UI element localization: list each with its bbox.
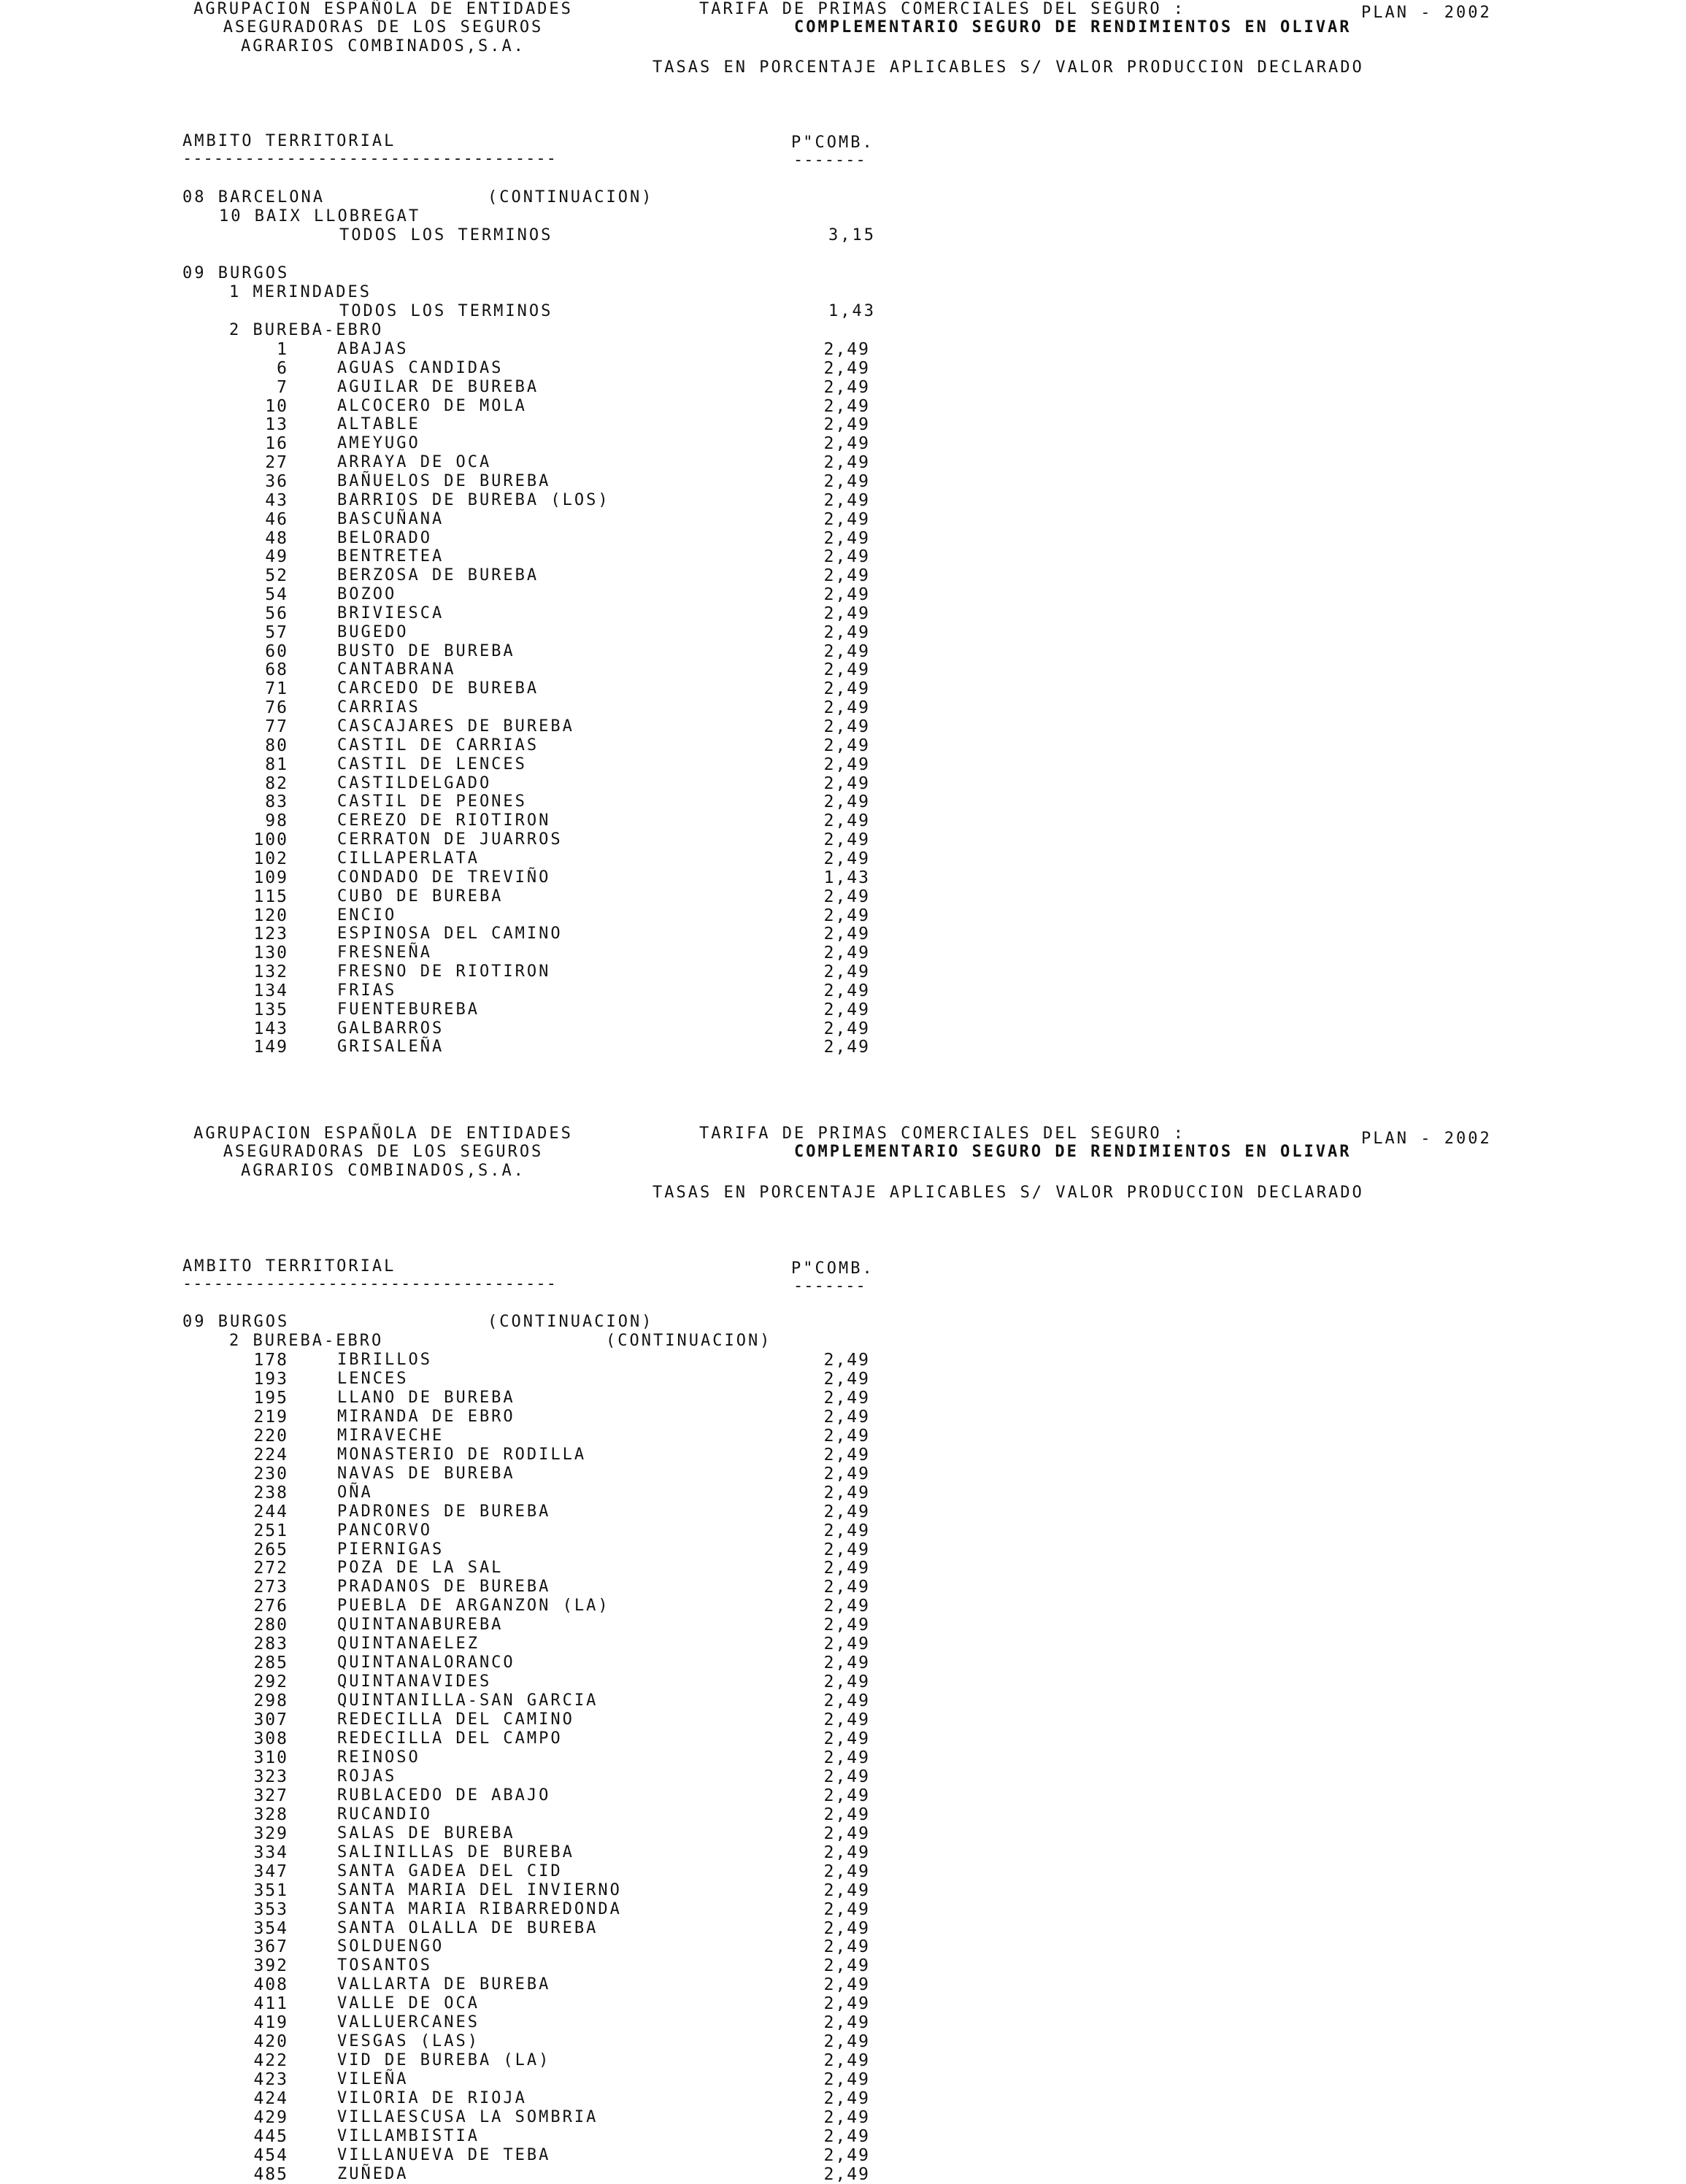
plan-label: PLAN - 2002 <box>1361 4 1492 22</box>
municipality-code: 81 <box>265 755 288 774</box>
municipality-name: ROJAS <box>337 1767 397 1786</box>
municipality-name: CASTIL DE CARRIAS <box>337 736 539 755</box>
continuation-label: (CONTINUACION) <box>488 1313 654 1331</box>
rate-value: 2,49 <box>823 2108 870 2127</box>
org-name-line-1: AGRUPACION ESPAÑOLA DE ENTIDADES <box>193 1124 573 1143</box>
municipality-name: QUINTANABUREBA <box>337 1616 504 1635</box>
municipality-name: SANTA MARIA RIBARREDONDA <box>337 1899 622 1918</box>
province-label: 09 BURGOS <box>182 264 290 282</box>
municipality-code: 334 <box>253 1842 288 1862</box>
municipality-name: MIRANDA DE EBRO <box>337 1407 515 1426</box>
municipality-name: CASCAJARES DE BUREBA <box>337 717 574 736</box>
municipality-name: OÑA <box>337 1483 373 1502</box>
org-name-line-1: AGRUPACION ESPAÑOLA DE ENTIDADES <box>193 0 573 18</box>
municipality-name: CASTIL DE LENCES <box>337 755 527 773</box>
rate-value: 2,49 <box>823 415 870 435</box>
municipality-code: 149 <box>253 1038 288 1057</box>
municipality-code: 82 <box>265 773 288 793</box>
municipality-code: 347 <box>253 1861 288 1881</box>
rate-value: 2,49 <box>823 2164 870 2184</box>
municipality-code: 132 <box>253 962 288 982</box>
rate-value: 2,49 <box>823 660 870 680</box>
municipality-name: MIRAVECHE <box>337 1426 444 1445</box>
rate-value: 2,49 <box>823 1861 870 1881</box>
municipality-name: FRESNEÑA <box>337 944 432 962</box>
rate-value: 2,49 <box>823 679 870 699</box>
rate-value: 2,49 <box>823 849 870 868</box>
rate-value: 2,49 <box>823 1672 870 1692</box>
municipality-code: 100 <box>253 830 288 850</box>
rate-value: 2,49 <box>823 1616 870 1635</box>
municipality-code: 76 <box>265 698 288 718</box>
rate-value: 2,49 <box>823 1540 870 1559</box>
rate-value: 2,49 <box>823 925 870 944</box>
municipality-name: NAVAS DE BUREBA <box>337 1464 515 1483</box>
rate-value: 2,49 <box>823 1388 870 1408</box>
municipality-name: VALLUERCANES <box>337 2013 480 2032</box>
municipality-code: 1 <box>277 340 288 359</box>
municipality-code: 178 <box>253 1351 288 1370</box>
municipality-code: 219 <box>253 1407 288 1427</box>
municipality-code: 328 <box>253 1805 288 1824</box>
municipality-name: VESGAS (LAS) <box>337 2032 480 2051</box>
municipality-name: SANTA GADEA DEL CID <box>337 1861 563 1880</box>
comarca-label: 1 MERINDADES <box>229 283 372 301</box>
municipality-name: REDECILLA DEL CAMPO <box>337 1729 563 1748</box>
rate-value: 2,49 <box>823 1426 870 1446</box>
municipality-name: VILORIA DE RIOJA <box>337 2089 527 2108</box>
province-label: 09 BURGOS <box>182 1313 290 1331</box>
comarca-label: 2 BUREBA-EBRO <box>229 1332 384 1350</box>
rate-value: 2,49 <box>823 490 870 510</box>
municipality-code: 68 <box>265 660 288 680</box>
municipality-code: 115 <box>253 887 288 906</box>
rate-underline: ------- <box>793 153 866 169</box>
municipality-code: 445 <box>253 2126 288 2146</box>
rate-value: 2,49 <box>823 2145 870 2165</box>
municipality-name: BASCUÑANA <box>337 509 444 528</box>
municipality-name: ENCIO <box>337 906 397 925</box>
municipality-name: CONDADO DE TREVIÑO <box>337 868 551 887</box>
municipality-name: VILLAMBISTIA <box>337 2126 480 2145</box>
ambito-territorial-header: AMBITO TERRITORIAL <box>182 1257 396 1276</box>
municipality-code: 244 <box>253 1502 288 1521</box>
municipality-code: 123 <box>253 925 288 944</box>
rate-value: 2,49 <box>823 717 870 736</box>
municipality-name: GALBARROS <box>337 1019 444 1038</box>
rates-note: TASAS EN PORCENTAJE APLICABLES S/ VALOR PRODUCCION DECLARADO <box>653 1184 1364 1202</box>
municipality-code: 60 <box>265 641 288 661</box>
rate-value: 2,49 <box>823 755 870 774</box>
rate-value: 2,49 <box>823 773 870 793</box>
rate-value: 2,49 <box>823 453 870 473</box>
municipality-code: 83 <box>265 792 288 812</box>
municipality-name: LLANO DE BUREBA <box>337 1388 515 1407</box>
municipality-name: MONASTERIO DE RODILLA <box>337 1445 587 1464</box>
municipality-name: QUINTANILLA-SAN GARCIA <box>337 1691 598 1710</box>
municipality-code: 135 <box>253 1000 288 1019</box>
municipality-name: ZUÑEDA <box>337 2164 409 2183</box>
municipality-code: 13 <box>265 415 288 435</box>
municipality-name: SANTA MARIA DEL INVIERNO <box>337 1880 622 1899</box>
municipality-code: 52 <box>265 566 288 586</box>
municipality-name: REDECILLA DEL CAMINO <box>337 1710 574 1729</box>
municipality-code: 36 <box>265 471 288 491</box>
municipality-code: 276 <box>253 1597 288 1616</box>
municipality-code: 130 <box>253 944 288 963</box>
rate-value: 2,49 <box>823 358 870 378</box>
municipality-code: 423 <box>253 2070 288 2090</box>
rate-value: 2,49 <box>823 1767 870 1786</box>
municipality-code: 307 <box>253 1710 288 1730</box>
municipality-code: 195 <box>253 1388 288 1408</box>
municipality-code: 354 <box>253 1918 288 1938</box>
municipality-code: 310 <box>253 1748 288 1767</box>
rate-value: 2,49 <box>823 1407 870 1427</box>
comarca-label: 10 BAIX LLOBREGAT <box>219 207 421 225</box>
rate-value: 2,49 <box>823 2051 870 2071</box>
municipality-code: 298 <box>253 1691 288 1711</box>
rate-underline: ------- <box>793 1278 866 1294</box>
municipality-name: BAÑUELOS DE BUREBA <box>337 471 551 490</box>
municipality-name: VID DE BUREBA (LA) <box>337 2051 551 2070</box>
rate-value: 2,49 <box>823 1880 870 1900</box>
rate-value: 2,49 <box>823 340 870 359</box>
rate-value: 2,49 <box>823 887 870 906</box>
municipality-name: RUBLACEDO DE ABAJO <box>337 1786 551 1805</box>
municipality-name: CERRATON DE JUARROS <box>337 830 563 849</box>
rates-note: TASAS EN PORCENTAJE APLICABLES S/ VALOR PRODUCCION DECLARADO <box>653 58 1364 77</box>
municipality-name: FRESNO DE RIOTIRON <box>337 962 551 981</box>
rate-value: 2,49 <box>823 2126 870 2146</box>
rate-value: 2,49 <box>823 377 870 397</box>
municipality-code: 109 <box>253 868 288 887</box>
rate-value: 2,49 <box>823 1786 870 1805</box>
municipality-code: 6 <box>277 358 288 378</box>
rate-value: 2,49 <box>823 1635 870 1654</box>
rate-value: 2,49 <box>823 1805 870 1824</box>
municipality-code: 351 <box>253 1880 288 1900</box>
rate-value: 2,49 <box>823 1824 870 1843</box>
municipality-code: 283 <box>253 1635 288 1654</box>
municipality-name: QUINTANALORANCO <box>337 1654 515 1672</box>
rate-value: 2,49 <box>823 641 870 661</box>
org-name-line-2: ASEGURADORAS DE LOS SEGUROS <box>223 18 544 36</box>
municipality-name: ESPINOSA DEL CAMINO <box>337 925 563 944</box>
continuation-label: (CONTINUACION) <box>488 188 654 207</box>
rate-value: 2,49 <box>823 1369 870 1389</box>
municipality-code: 308 <box>253 1729 288 1748</box>
rate-value: 2,49 <box>823 1956 870 1976</box>
rate-value: 2,49 <box>823 622 870 642</box>
municipality-code: 102 <box>253 849 288 868</box>
rate-value: 2,49 <box>823 792 870 812</box>
insurance-name: COMPLEMENTARIO SEGURO DE RENDIMIENTOS EN OLIVAR <box>794 18 1352 36</box>
org-name-line-2: ASEGURADORAS DE LOS SEGUROS <box>223 1143 544 1161</box>
municipality-code: 392 <box>253 1956 288 1976</box>
municipality-code: 57 <box>265 622 288 642</box>
municipality-code: 485 <box>253 2164 288 2184</box>
municipality-code: 54 <box>265 585 288 605</box>
municipality-name: CANTABRANA <box>337 660 456 679</box>
municipality-name: ARRAYA DE OCA <box>337 453 492 472</box>
municipality-name: PANCORVO <box>337 1521 432 1540</box>
municipality-code: 56 <box>265 603 288 623</box>
municipality-name: PRADANOS DE BUREBA <box>337 1578 551 1597</box>
municipality-code: 71 <box>265 679 288 699</box>
municipality-name: SOLDUENGO <box>337 1937 444 1956</box>
rate-value: 2,49 <box>823 1578 870 1597</box>
rate-value: 2,49 <box>823 1975 870 1995</box>
municipality-name: ALTABLE <box>337 415 420 434</box>
ambito-underline: ------------------------------------ <box>182 151 557 167</box>
municipality-name: VILLAESCUSA LA SOMBRIA <box>337 2108 598 2126</box>
municipality-code: 327 <box>253 1786 288 1805</box>
plan-label: PLAN - 2002 <box>1361 1130 1492 1148</box>
rate-value: 3,15 <box>828 226 876 244</box>
continuation-label: (CONTINUACION) <box>606 1332 772 1350</box>
municipality-name: AGUILAR DE BUREBA <box>337 377 539 396</box>
municipality-code: 193 <box>253 1369 288 1389</box>
municipality-name: BERZOSA DE BUREBA <box>337 566 539 585</box>
municipality-code: 10 <box>265 396 288 416</box>
municipality-code: 367 <box>253 1937 288 1957</box>
rate-value: 1,43 <box>828 302 876 320</box>
rate-value: 2,49 <box>823 1691 870 1711</box>
rate-value: 2,49 <box>823 2013 870 2033</box>
municipality-name: CARCEDO DE BUREBA <box>337 679 539 698</box>
municipality-code: 80 <box>265 736 288 755</box>
municipality-name: GRISALEÑA <box>337 1038 444 1057</box>
municipality-name: LENCES <box>337 1369 409 1388</box>
rate-header: P"COMB. <box>791 134 874 152</box>
municipality-code: 419 <box>253 2013 288 2033</box>
municipality-name: CASTILDELGADO <box>337 773 492 792</box>
municipality-name: SANTA OLALLA DE BUREBA <box>337 1918 598 1937</box>
rate-value: 2,49 <box>823 1729 870 1748</box>
municipality-name: SALAS DE BUREBA <box>337 1824 515 1842</box>
municipality-name: POZA DE LA SAL <box>337 1559 504 1578</box>
rate-value: 2,49 <box>823 981 870 1000</box>
municipality-name: BUGEDO <box>337 622 409 641</box>
municipality-code: 43 <box>265 490 288 510</box>
rate-value: 2,49 <box>823 603 870 623</box>
rate-value: 2,49 <box>823 1000 870 1019</box>
municipality-name: VILLANUEVA DE TEBA <box>337 2145 551 2164</box>
comarca-label: 2 BUREBA-EBRO <box>229 321 384 339</box>
municipality-name: CASTIL DE PEONES <box>337 792 527 811</box>
municipality-code: 98 <box>265 811 288 831</box>
municipality-code: 292 <box>253 1672 288 1692</box>
municipality-code: 329 <box>253 1824 288 1843</box>
municipality-name: BUSTO DE BUREBA <box>337 641 515 660</box>
rate-value: 2,49 <box>823 2032 870 2052</box>
rate-value: 2,49 <box>823 736 870 755</box>
municipality-code: 411 <box>253 1994 288 2014</box>
municipality-name: AMEYUGO <box>337 434 420 453</box>
rate-value: 2,49 <box>823 1937 870 1957</box>
municipality-code: 220 <box>253 1426 288 1446</box>
municipality-code: 285 <box>253 1654 288 1673</box>
municipality-name: QUINTANAVIDES <box>337 1672 492 1691</box>
rate-value: 2,49 <box>823 830 870 850</box>
rate-value: 2,49 <box>823 906 870 925</box>
municipality-name: RUCANDIO <box>337 1805 432 1824</box>
municipality-name: BENTRETEA <box>337 547 444 566</box>
municipality-code: 134 <box>253 981 288 1000</box>
municipality-code: 408 <box>253 1975 288 1995</box>
rate-value: 2,49 <box>823 1483 870 1502</box>
municipality-code: 424 <box>253 2089 288 2109</box>
municipality-name: BARRIOS DE BUREBA (LOS) <box>337 490 610 509</box>
municipality-name: FRIAS <box>337 981 397 1000</box>
municipality-name: IBRILLOS <box>337 1351 432 1369</box>
rate-value: 2,49 <box>823 1918 870 1938</box>
municipality-code: 272 <box>253 1559 288 1578</box>
rate-value: 2,49 <box>823 1464 870 1483</box>
municipality-name: PADRONES DE BUREBA <box>337 1502 551 1521</box>
rate-value: 2,49 <box>823 944 870 963</box>
municipality-name: PUEBLA DE ARGANZON (LA) <box>337 1597 610 1616</box>
municipality-code: 16 <box>265 434 288 454</box>
municipality-code: 27 <box>265 453 288 473</box>
municipality-name: ALCOCERO DE MOLA <box>337 396 527 415</box>
municipality-code: 77 <box>265 717 288 736</box>
province-label: 08 BARCELONA <box>182 188 325 207</box>
org-name-line-3: AGRARIOS COMBINADOS,S.A. <box>241 1162 526 1180</box>
todos-terminos-label: TODOS LOS TERMINOS <box>339 302 553 320</box>
rate-value: 2,49 <box>823 1559 870 1578</box>
municipality-name: PIERNIGAS <box>337 1540 444 1559</box>
municipality-name: TOSANTOS <box>337 1956 432 1975</box>
rate-value: 2,49 <box>823 811 870 831</box>
rate-header: P"COMB. <box>791 1259 874 1278</box>
municipality-name: VALLARTA DE BUREBA <box>337 1975 551 1994</box>
ambito-territorial-header: AMBITO TERRITORIAL <box>182 132 396 150</box>
municipality-code: 265 <box>253 1540 288 1559</box>
rate-value: 2,49 <box>823 1019 870 1038</box>
rate-value: 2,49 <box>823 528 870 548</box>
rate-value: 2,49 <box>823 585 870 605</box>
rate-value: 2,49 <box>823 2070 870 2090</box>
municipality-code: 49 <box>265 547 288 567</box>
rate-value: 2,49 <box>823 547 870 567</box>
municipality-code: 48 <box>265 528 288 548</box>
rate-value: 2,49 <box>823 1351 870 1370</box>
rate-value: 2,49 <box>823 434 870 454</box>
municipality-code: 353 <box>253 1899 288 1919</box>
municipality-code: 454 <box>253 2145 288 2165</box>
rate-value: 2,49 <box>823 396 870 416</box>
municipality-code: 230 <box>253 1464 288 1483</box>
todos-terminos-label: TODOS LOS TERMINOS <box>339 226 553 244</box>
org-name-line-3: AGRARIOS COMBINADOS,S.A. <box>241 37 526 55</box>
municipality-name: BELORADO <box>337 528 432 547</box>
municipality-name: QUINTANAELEZ <box>337 1635 480 1654</box>
municipality-name: REINOSO <box>337 1748 420 1767</box>
rate-value: 2,49 <box>823 1521 870 1540</box>
municipality-name: CILLAPERLATA <box>337 849 480 868</box>
rate-value: 2,49 <box>823 1994 870 2014</box>
rate-value: 2,49 <box>823 566 870 586</box>
rate-value: 2,49 <box>823 1748 870 1767</box>
insurance-name: COMPLEMENTARIO SEGURO DE RENDIMIENTOS EN OLIVAR <box>794 1143 1352 1161</box>
municipality-name: CARRIAS <box>337 698 420 717</box>
rate-value: 2,49 <box>823 2089 870 2109</box>
municipality-name: AGUAS CANDIDAS <box>337 358 504 377</box>
municipality-name: CUBO DE BUREBA <box>337 887 504 906</box>
tariff-title: TARIFA DE PRIMAS COMERCIALES DEL SEGURO : <box>699 0 1186 18</box>
municipality-name: SALINILLAS DE BUREBA <box>337 1842 574 1861</box>
rate-value: 2,49 <box>823 471 870 491</box>
municipality-code: 143 <box>253 1019 288 1038</box>
municipality-code: 280 <box>253 1616 288 1635</box>
rate-value: 2,49 <box>823 1502 870 1521</box>
ambito-underline: ------------------------------------ <box>182 1276 557 1292</box>
municipality-code: 323 <box>253 1767 288 1786</box>
tariff-title: TARIFA DE PRIMAS COMERCIALES DEL SEGURO : <box>699 1124 1186 1143</box>
rate-value: 2,49 <box>823 1597 870 1616</box>
municipality-name: ABAJAS <box>337 340 409 358</box>
rate-value: 2,49 <box>823 1445 870 1465</box>
municipality-code: 420 <box>253 2032 288 2052</box>
rate-value: 2,49 <box>823 962 870 982</box>
rate-value: 2,49 <box>823 1899 870 1919</box>
rate-value: 2,49 <box>823 698 870 718</box>
municipality-code: 422 <box>253 2051 288 2071</box>
rate-value: 2,49 <box>823 1842 870 1862</box>
municipality-name: BRIVIESCA <box>337 603 444 622</box>
municipality-code: 7 <box>277 377 288 397</box>
municipality-code: 224 <box>253 1445 288 1465</box>
municipality-name: BOZOO <box>337 585 397 604</box>
rate-value: 2,49 <box>823 1654 870 1673</box>
municipality-code: 429 <box>253 2108 288 2127</box>
municipality-code: 273 <box>253 1578 288 1597</box>
municipality-name: VALLE DE OCA <box>337 1994 480 2013</box>
rate-value: 2,49 <box>823 1038 870 1057</box>
municipality-name: CEREZO DE RIOTIRON <box>337 811 551 830</box>
rate-value: 2,49 <box>823 509 870 529</box>
municipality-code: 120 <box>253 906 288 925</box>
municipality-code: 238 <box>253 1483 288 1502</box>
municipality-code: 251 <box>253 1521 288 1540</box>
rate-value: 2,49 <box>823 1710 870 1730</box>
municipality-name: FUENTEBUREBA <box>337 1000 480 1019</box>
rate-value: 1,43 <box>823 868 870 887</box>
municipality-code: 46 <box>265 509 288 529</box>
municipality-name: VILEÑA <box>337 2070 409 2089</box>
